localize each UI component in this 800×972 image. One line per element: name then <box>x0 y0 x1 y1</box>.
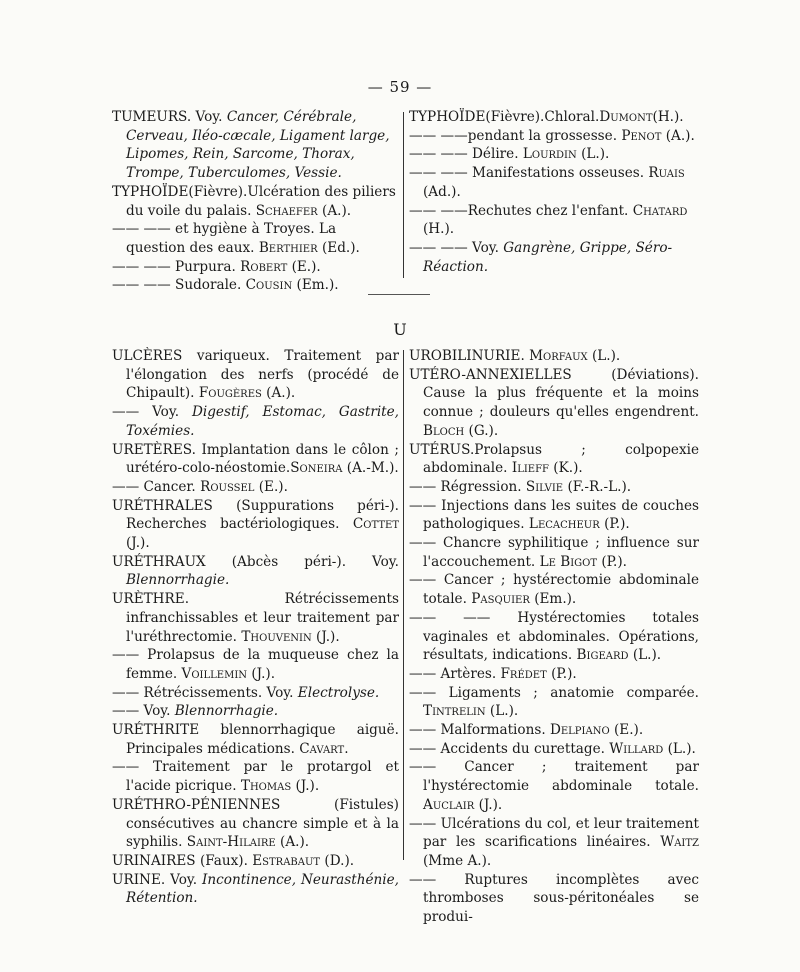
index-entry <box>409 571 699 608</box>
entry-rest: Implantation dans le côlon ; urétéro-colo-néostomie. <box>126 441 399 477</box>
entry-tail: (J.). <box>311 628 340 645</box>
entry-rest: Injections dans les suites de couches pathologiques. <box>423 497 699 533</box>
entry-rest: (Abcès péri-). Voy. <box>205 553 399 570</box>
entry-tail: (L.). <box>663 740 696 757</box>
entry-head: —— —— <box>409 146 468 163</box>
entry-rest: (Suppurations péri-). Recherches bactériologiques. <box>126 497 399 533</box>
entry-sc: Delpiano <box>549 722 610 739</box>
entry-head: TUMEURS. <box>112 109 192 125</box>
index-entry <box>112 871 399 908</box>
entry-sc: Saint-Hilaire <box>186 834 276 851</box>
entry-rest: Ligaments ; anatomie comparée. <box>436 684 699 701</box>
entry-rest: Délire. <box>467 146 523 163</box>
entry-tail: (E.). <box>609 722 644 739</box>
index-entry <box>409 534 699 571</box>
entry-sc: Frédet <box>500 665 547 682</box>
entry-tail: (Ad.). <box>423 183 461 200</box>
entry-sc: Schaefer <box>255 202 318 219</box>
entry-head: —— <box>409 722 437 739</box>
entry-head: UTÉRUS. <box>409 441 475 458</box>
entry-tail: (P.). <box>597 553 627 570</box>
entry-sc: Dumont <box>599 109 653 125</box>
entry-rest: Cancer ; traitement par l'hystérectomie abdominale totale. <box>423 759 699 795</box>
entry-tail: (H.). <box>423 221 455 238</box>
index-entry <box>409 721 699 740</box>
index-entry <box>112 497 399 553</box>
entry-head: —— <box>409 572 437 589</box>
entry-head: —— <box>112 404 140 421</box>
section-letter: U <box>393 320 407 339</box>
entry-head: —— —— <box>112 221 171 238</box>
entry-rest: Prolapsus de la muqueuse chez la femme. <box>126 647 399 682</box>
index-entry <box>112 347 399 403</box>
entry-rest: Voy. <box>467 239 504 256</box>
entry-sc: Fougères <box>198 385 262 402</box>
entry-head: —— <box>409 535 437 552</box>
entry-head: —— <box>409 871 437 888</box>
entry-sc: Auclair <box>423 796 475 813</box>
index-entry <box>409 684 699 721</box>
entry-rest: (Déviations). Cause la plus fréquente et la moins connue ; douleurs qu'elles engendrent. <box>423 366 699 421</box>
entry-head: —— <box>112 478 140 495</box>
entry-rest: pendant la grossesse. <box>467 127 622 144</box>
entry-rest: et hygiène à Troyes. La question des eaux. <box>126 221 337 256</box>
entry-tail: (J.). <box>126 535 150 552</box>
entry-rest: blennorrhagique aiguë. Principales médications. <box>126 722 399 757</box>
entry-sc: Robert <box>240 258 288 275</box>
index-entry <box>409 478 699 497</box>
index-entry <box>112 553 399 590</box>
index-entry <box>112 852 399 871</box>
entry-tail: (L.). <box>576 146 610 163</box>
entry-sc: Voillemin <box>181 665 248 682</box>
entry-rest: (Fièvre).Chloral. <box>485 109 600 125</box>
entry-rest: Cancer ; hystérectomie abdominale totale. <box>423 572 699 608</box>
entry-tail: (D.). <box>320 852 355 869</box>
index-entry <box>112 684 399 703</box>
column-divider-bottom <box>403 350 404 860</box>
entry-rest: Voy. <box>191 109 227 125</box>
entry-tail: (A.). <box>261 385 296 402</box>
entry-ital: Gangrène, Grippe, Séro-Réaction. <box>423 239 673 275</box>
entry-tail: . <box>344 740 349 757</box>
entry-rest: Accidents du curettage. <box>436 740 610 757</box>
entry-sc: Ilieff <box>511 460 549 477</box>
entry-rest: Régression. <box>436 478 526 495</box>
index-entry <box>409 239 699 276</box>
entry-tail: (J.). <box>291 778 320 795</box>
entry-head: —— <box>409 478 437 495</box>
index-entry <box>409 202 699 239</box>
entry-rest: Prolapsus ; colpopexie abdominale. <box>423 441 699 477</box>
entry-head: —— —— <box>409 202 468 219</box>
entry-ital: Blennorrhagie. <box>174 703 279 720</box>
entry-tail: (J.). <box>474 796 503 813</box>
entry-ital: Digestif, Estomac, Gastrite, Toxémies. <box>126 404 399 439</box>
entry-rest: Sudorale. <box>170 277 246 294</box>
entry-ital: Electrolyse. <box>297 684 380 701</box>
entry-head: UTÉRO-ANNEXIELLES <box>409 366 572 383</box>
entry-head: TYPHOÏDE <box>409 109 486 125</box>
entry-sc: Morfaux <box>529 348 588 364</box>
index-entry <box>112 108 399 183</box>
entry-sc: Thouvenin <box>241 628 312 645</box>
entry-sc: Cottet <box>352 516 399 533</box>
index-entry <box>409 609 699 665</box>
entry-rest: Purpura. <box>170 258 241 275</box>
entry-sc: Penot <box>621 127 662 144</box>
index-entry <box>112 258 399 277</box>
entry-sc: Le Bigot <box>539 553 598 570</box>
entry-sc: Bigeard <box>576 647 629 664</box>
entry-head: TYPHOÏDE <box>112 183 189 200</box>
entry-tail: (L.). <box>628 647 662 664</box>
entry-head: —— —— <box>409 239 468 256</box>
entry-head: —— —— <box>409 127 468 144</box>
entry-tail: (Mme A.). <box>423 852 492 869</box>
entry-rest: (Fistules) consécutives au chancre simple et à la syphilis. <box>126 796 399 851</box>
index-entry <box>409 347 699 366</box>
index-entry <box>409 758 699 814</box>
entry-head: —— —— <box>409 165 468 182</box>
entry-head: —— <box>112 703 140 720</box>
entry-sc: Berthier <box>258 239 318 256</box>
section-rule <box>368 294 430 295</box>
entry-head: —— —— <box>112 258 171 275</box>
index-column-bottom-left <box>112 347 399 908</box>
entry-rest: Chancre syphilitique ; influence sur l'accouchement. <box>423 535 699 570</box>
index-entry <box>112 758 399 795</box>
entry-ital: Cancer, Cérébrale, Cerveau, Iléo-cæcale, Ligament large, Lipomes, Rein, Sarcome, Thorax, Trompe, Tuberculomes, Vessie. <box>126 109 390 182</box>
index-entry <box>409 127 699 146</box>
entry-head: —— <box>409 740 437 757</box>
index-entry <box>112 276 399 295</box>
entry-sc: Cousin <box>245 277 293 294</box>
entry-rest: Traitement par le protargol et l'acide picrique. <box>126 759 399 795</box>
index-column-top-left <box>112 108 399 295</box>
entry-head: ULCÈRES <box>112 348 183 364</box>
entry-rest: Voy. <box>139 703 175 720</box>
entry-head: —— <box>409 759 437 776</box>
index-entry <box>112 646 399 683</box>
entry-sc: Estrabaut <box>252 852 321 869</box>
entry-head: —— <box>112 647 140 664</box>
entry-tail: (J.). <box>247 665 276 682</box>
index-entry <box>112 403 399 440</box>
index-entry <box>112 590 399 646</box>
index-entry <box>112 796 399 852</box>
index-entry <box>112 220 399 257</box>
entry-rest: Hystérectomies totales vaginales et abdominales. Opérations, résultats, indications. <box>423 609 699 664</box>
entry-head: URÈTHRE. <box>112 591 190 608</box>
entry-tail: (Ed.). <box>317 239 360 256</box>
entry-head: —— <box>409 815 437 832</box>
entry-rest: Voy. <box>165 871 203 888</box>
entry-sc: Willard <box>609 740 664 757</box>
index-entry <box>409 815 699 871</box>
entry-tail: (E.). <box>287 258 321 275</box>
entry-head: UROBILINURIE. <box>409 348 525 364</box>
entry-rest: Rétrécissements infranchissables et leur traitement par l'uréthrectomie. <box>126 591 399 645</box>
entry-head: —— <box>112 759 140 776</box>
entry-sc: Roussel <box>200 478 255 495</box>
entry-rest: (Faux). <box>195 852 253 869</box>
index-entry <box>409 441 699 478</box>
index-column-top-right <box>409 108 699 276</box>
index-entry <box>409 871 699 927</box>
entry-ital: Incontinence, Neurasthénie, Rétention. <box>126 871 399 907</box>
entry-head: URÉTHRALES <box>112 497 213 514</box>
entry-tail: (G.). <box>464 422 499 439</box>
entry-tail: (Em.). <box>529 591 577 608</box>
entry-rest: Malformations. <box>436 722 550 739</box>
entry-rest: Ulcérations du col, et leur traitement par les scarifications linéaires. <box>423 815 699 851</box>
index-entry <box>112 441 399 478</box>
entry-tail: (A.). <box>317 202 352 219</box>
column-divider-top <box>403 112 404 278</box>
entry-rest: variqueux. Traitement par l'élongation des nerfs (procédé de Chipault). <box>126 348 399 402</box>
entry-sc: Tintrelin <box>423 703 486 720</box>
index-entry <box>112 721 399 758</box>
index-entry <box>409 497 699 534</box>
entry-rest: Ruptures incomplètes avec thromboses sous-péritonéales se produi- <box>423 871 699 926</box>
index-entry <box>409 145 699 164</box>
entry-sc: Lecacheur <box>528 516 600 533</box>
index-entry <box>112 183 399 220</box>
entry-sc: Ruais <box>648 165 685 182</box>
entry-tail: (A.). <box>661 127 695 144</box>
entry-sc: Cavart <box>299 740 345 757</box>
entry-rest: (Fièvre).Ulcération des piliers du voile du palais. <box>126 183 396 219</box>
entry-rest: Voy. <box>139 404 192 421</box>
entry-rest: Manifestations osseuses. <box>467 165 649 182</box>
page-number: — 59 — <box>367 78 433 96</box>
entry-head: —— <box>112 684 140 701</box>
entry-tail: (L.). <box>587 348 621 364</box>
entry-rest: Rechutes chez l'enfant. <box>467 202 633 219</box>
index-entry <box>409 164 699 201</box>
index-entry <box>409 665 699 684</box>
entry-tail: (P.). <box>546 665 577 682</box>
entry-sc: Thomas <box>240 778 292 795</box>
entry-head: URÉTHRITE <box>112 722 200 739</box>
index-entry <box>409 108 699 127</box>
entry-head: URINE. <box>112 871 166 888</box>
entry-head: —— <box>409 497 437 514</box>
index-entry <box>409 366 699 441</box>
entry-rest: Artères. <box>436 665 501 682</box>
entry-tail: (A.-M.). <box>342 460 399 477</box>
entry-head: URINAIRES <box>112 852 196 869</box>
index-entry <box>112 702 399 721</box>
entry-sc: Silvie <box>525 478 564 495</box>
index-entry <box>409 740 699 759</box>
entry-head: —— —— <box>112 277 171 294</box>
entry-head: —— —— <box>409 609 491 626</box>
index-column-bottom-right <box>409 347 699 927</box>
entry-tail: (L.). <box>485 703 519 720</box>
entry-head: URETÈRES. <box>112 441 196 458</box>
entry-sc: Chatard <box>632 202 688 219</box>
entry-head: —— <box>409 665 437 682</box>
entry-head: URÉTHRO-PÉNIENNES <box>112 796 281 813</box>
entry-head: URÉTHRAUX <box>112 553 206 570</box>
entry-head: —— <box>409 684 437 701</box>
entry-tail: (P.). <box>599 516 630 533</box>
entry-sc: Pasquier <box>471 591 530 608</box>
entry-sc: Soneira <box>290 460 343 477</box>
entry-tail: (H.). <box>652 109 684 125</box>
entry-rest: Cancer. <box>139 478 201 495</box>
entry-tail: (Em.). <box>292 277 339 294</box>
entry-tail: (F.-R.-L.). <box>563 478 632 495</box>
entry-sc: Lourdin <box>522 146 577 163</box>
index-entry <box>112 478 399 497</box>
entry-ital: Blennorrhagie. <box>126 572 230 589</box>
entry-tail: (K.). <box>548 460 583 477</box>
entry-tail: (E.). <box>254 478 288 495</box>
entry-rest: Rétrécissements. Voy. <box>139 684 298 701</box>
entry-tail: (A.). <box>275 834 310 851</box>
entry-sc: Waitz <box>660 834 699 851</box>
entry-sc: Bloch <box>423 422 465 439</box>
